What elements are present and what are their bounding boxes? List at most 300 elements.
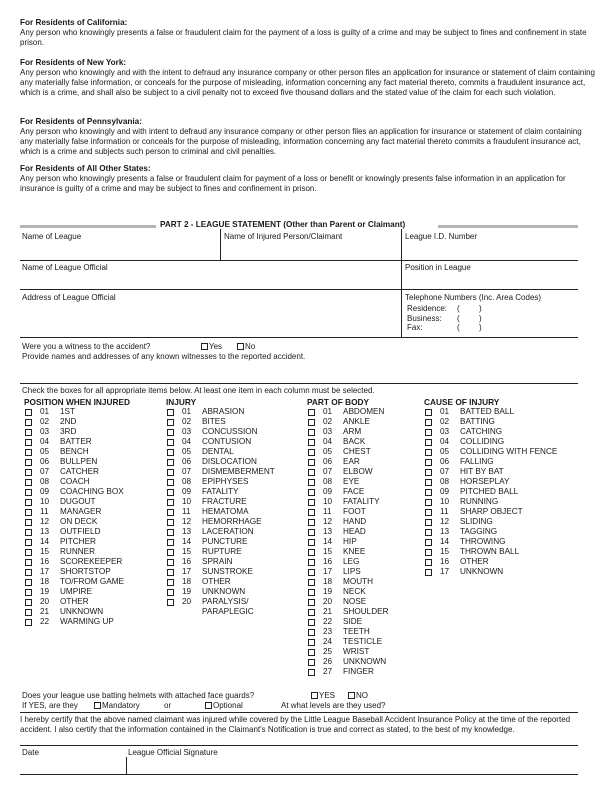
checklist-item[interactable] (166, 457, 257, 467)
item-label: LIPS (343, 567, 361, 576)
checklist-item[interactable] (24, 607, 130, 617)
item-label: SHOULDER (343, 607, 389, 616)
checkbox[interactable] (167, 509, 174, 516)
checklist-item[interactable] (307, 667, 374, 677)
telephone-numbers-heading: Telephone Numbers (Inc. Area Codes) (405, 293, 542, 302)
helmet-no-option[interactable] (348, 691, 368, 701)
item-label: OTHER (202, 577, 231, 586)
item-code: 05 (440, 447, 450, 456)
checklist-item[interactable] (424, 467, 504, 477)
checklist-item[interactable] (24, 477, 130, 487)
checkbox[interactable] (308, 509, 315, 516)
checkbox[interactable] (308, 479, 315, 486)
checkbox[interactable] (308, 539, 315, 546)
checkbox[interactable] (311, 692, 318, 699)
checkbox[interactable] (25, 429, 32, 436)
checklist-item[interactable] (307, 517, 369, 527)
checklist-item[interactable] (307, 607, 389, 617)
checkbox[interactable] (308, 499, 315, 506)
checklist-item[interactable] (424, 527, 499, 537)
item-code: 17 (323, 567, 333, 576)
checkbox[interactable] (167, 519, 174, 526)
checklist-item[interactable] (307, 587, 369, 597)
checkbox[interactable] (308, 599, 315, 606)
item-code: 06 (182, 457, 192, 466)
checkbox[interactable] (425, 519, 432, 526)
checkbox[interactable] (425, 549, 432, 556)
fax-label: Fax: (407, 323, 423, 332)
checklist-item[interactable] (424, 517, 499, 527)
helmet-levels-label: At what levels are they used? (281, 701, 386, 710)
checkbox[interactable] (425, 449, 432, 456)
notice-title: For Residents of All Other States: (20, 164, 151, 173)
item-label: BATTED BALL (460, 407, 514, 416)
checklist-item[interactable] (24, 427, 130, 437)
checklist-item[interactable] (424, 447, 558, 457)
item-code: 11 (323, 507, 332, 516)
checklist-item[interactable] (24, 527, 130, 537)
name-of-league-field[interactable] (22, 232, 218, 260)
checklist-item[interactable] (166, 587, 246, 597)
checkbox[interactable] (308, 429, 315, 436)
checklist-item[interactable] (166, 437, 252, 447)
witness-names-field[interactable] (20, 362, 578, 382)
injured-person-label: Name of Injured Person/Claimant (224, 232, 343, 241)
helmet-levels-field[interactable] (281, 701, 571, 711)
item-label: ARM (343, 427, 362, 436)
checklist-item[interactable] (424, 537, 506, 547)
item-label: HORSEPLAY (460, 477, 510, 486)
checkbox[interactable] (25, 419, 32, 426)
checkbox[interactable] (25, 459, 32, 466)
checklist-item[interactable] (307, 617, 369, 627)
checklist-item[interactable] (166, 417, 226, 427)
checkbox[interactable] (25, 409, 32, 416)
checklist-item[interactable] (424, 557, 499, 567)
item-label: TO/FROM GAME (60, 577, 124, 586)
checklist-item[interactable] (166, 577, 231, 587)
checklist-item[interactable] (166, 427, 258, 437)
checkbox[interactable] (308, 439, 315, 446)
item-label: SCOREKEEPER (60, 557, 123, 566)
checkbox[interactable] (425, 499, 432, 506)
checkbox[interactable] (25, 559, 32, 566)
checklist-item[interactable] (24, 567, 130, 577)
checklist-item[interactable] (424, 417, 499, 427)
item-code: 05 (40, 447, 50, 456)
checkbox[interactable] (425, 459, 432, 466)
checklist-item[interactable] (424, 487, 519, 497)
checklist-item[interactable] (307, 437, 369, 447)
item-code: 16 (40, 557, 50, 566)
checkbox[interactable] (25, 579, 32, 586)
checkbox[interactable] (308, 469, 315, 476)
checklist-item[interactable] (307, 407, 385, 417)
item-code: 13 (440, 527, 450, 536)
checkbox[interactable] (167, 599, 174, 606)
item-code: 14 (182, 537, 192, 546)
item-label: THROWING (460, 537, 506, 546)
checkbox[interactable] (425, 469, 432, 476)
column-heading: CAUSE OF INJURY (424, 397, 500, 407)
item-label: UMPIRE (60, 587, 92, 596)
checkbox[interactable] (167, 429, 174, 436)
checkbox[interactable] (308, 619, 315, 626)
item-code: 01 (440, 407, 450, 416)
league-id-field[interactable] (405, 232, 575, 260)
checkbox[interactable] (25, 509, 32, 516)
checklist-item[interactable] (307, 447, 369, 457)
item-code: 11 (440, 507, 449, 516)
item-code: 14 (440, 537, 450, 546)
item-label: BITES (202, 417, 226, 426)
witness-instruction: Provide names and addresses of any known witnesses to the reported accident. (22, 352, 306, 361)
checkbox[interactable] (308, 579, 315, 586)
item-label: FACE (343, 487, 365, 496)
checkbox[interactable] (308, 639, 315, 646)
witness-yes-option[interactable] (201, 342, 222, 352)
helmet-optional-label: Optional (213, 701, 243, 710)
checkbox[interactable] (167, 499, 174, 506)
checklist-item[interactable] (24, 597, 130, 607)
item-label: HEMORRHAGE (202, 517, 262, 526)
checkbox[interactable] (425, 419, 432, 426)
checklist-item[interactable] (24, 517, 130, 527)
item-label: UNKNOWN (202, 587, 246, 596)
checkbox[interactable] (25, 609, 32, 616)
item-code: 10 (323, 497, 333, 506)
paren-close: ) (479, 323, 482, 332)
position-when-injured-column (24, 397, 130, 627)
field-divider (220, 229, 221, 260)
checkbox[interactable] (308, 449, 315, 456)
checkbox[interactable] (167, 439, 174, 446)
checkbox[interactable] (167, 489, 174, 496)
checklist-item[interactable] (307, 507, 369, 517)
checkbox[interactable] (94, 702, 101, 709)
checklist-item[interactable] (24, 587, 130, 597)
item-label: DISMEMBERMENT (202, 467, 275, 476)
item-label: DISLOCATION (202, 457, 257, 466)
league-official-name-field[interactable] (22, 263, 398, 289)
checklist-item[interactable] (307, 477, 369, 487)
checkbox[interactable] (25, 439, 32, 446)
checklist-item[interactable] (307, 487, 369, 497)
checkbox[interactable] (167, 419, 174, 426)
checkbox[interactable] (167, 549, 174, 556)
helmet-yes-label: YES (319, 691, 336, 700)
checkbox[interactable] (308, 569, 315, 576)
checklist-item[interactable] (307, 537, 369, 547)
checkbox[interactable] (25, 539, 32, 546)
item-label: HEMATOMA (202, 507, 249, 516)
checkbox[interactable] (425, 439, 432, 446)
item-label: BATTING (460, 417, 495, 426)
checklist-item[interactable] (24, 447, 130, 457)
checkbox[interactable] (167, 539, 174, 546)
checklist-item[interactable] (424, 427, 503, 437)
item-label: UNKNOWN (460, 567, 504, 576)
checkbox[interactable] (25, 469, 32, 476)
checkbox[interactable] (201, 343, 208, 350)
checkbox[interactable] (167, 449, 174, 456)
item-label: BACK (343, 437, 366, 446)
item-code: 17 (440, 567, 450, 576)
checkbox[interactable] (308, 609, 315, 616)
injured-person-field[interactable] (224, 232, 398, 260)
checkbox[interactable] (308, 529, 315, 536)
checkbox[interactable] (167, 569, 174, 576)
fax-phone-field[interactable] (407, 323, 577, 333)
item-code: 07 (440, 467, 450, 476)
checkbox[interactable] (308, 409, 315, 416)
checklist-item[interactable] (307, 497, 380, 507)
checklist-item[interactable] (24, 457, 130, 467)
checkbox[interactable] (25, 489, 32, 496)
item-label: PARAPLEGIC (202, 607, 254, 616)
item-label: THROWN BALL (460, 547, 520, 556)
checklist-item[interactable] (307, 427, 369, 437)
residence-phone-field[interactable] (407, 304, 577, 314)
checklist-item[interactable] (166, 507, 249, 517)
checklist-item[interactable] (307, 417, 369, 427)
item-code: 08 (323, 477, 333, 486)
item-label: OTHER (460, 557, 489, 566)
checklist-item[interactable] (166, 517, 262, 527)
checkbox[interactable] (25, 569, 32, 576)
helmet-yes-option[interactable] (311, 691, 335, 701)
checkbox[interactable] (25, 449, 32, 456)
checkbox[interactable] (167, 559, 174, 566)
checkbox[interactable] (425, 409, 432, 416)
checklist-item[interactable] (166, 527, 254, 537)
checkbox[interactable] (425, 539, 432, 546)
section-divider-right (438, 225, 578, 228)
checkbox[interactable] (425, 559, 432, 566)
witness-no-option[interactable] (237, 342, 255, 352)
checklist-item[interactable] (24, 417, 130, 427)
checklist-item[interactable] (166, 477, 249, 487)
form-bottom-border (20, 774, 578, 775)
helmet-if-yes-label: If YES, are they (22, 701, 78, 710)
date-label: Date (22, 748, 39, 757)
checkbox[interactable] (425, 529, 432, 536)
item-label: CATCHING (460, 427, 503, 436)
checklist-item[interactable] (166, 447, 234, 457)
checklist-item[interactable] (307, 577, 374, 587)
checkbox[interactable] (308, 589, 315, 596)
business-label: Business: (407, 314, 442, 323)
checkbox[interactable] (308, 519, 315, 526)
checklist-item[interactable] (307, 637, 383, 647)
item-code: 10 (440, 497, 450, 506)
section-divider-left (20, 225, 156, 228)
checklist-item[interactable] (24, 407, 130, 417)
checklist-item[interactable] (166, 487, 239, 497)
position-in-league-field[interactable] (405, 263, 575, 289)
item-label: RUNNER (60, 547, 96, 556)
certification-statement: I hereby certify that the above named claimant was injured while covered by the Little League Baseball Accident Insurance Policy at the time of the reported accident. I also certify that the information contained in the Claimant's Notification is true and correct as stated, to the best of my knowledge. (20, 715, 571, 734)
paren-open: ( (457, 323, 460, 332)
checkbox[interactable] (167, 579, 174, 586)
signature-label: League Official Signature (128, 748, 218, 757)
checkbox[interactable] (308, 669, 315, 676)
checklist-item[interactable] (24, 547, 130, 557)
checklist-item[interactable] (307, 647, 369, 657)
item-code: 15 (182, 547, 192, 556)
checklist-item[interactable] (166, 547, 242, 557)
checklist-item[interactable] (424, 547, 520, 557)
checkbox[interactable] (25, 589, 32, 596)
notice-pennsylvania (20, 117, 595, 156)
checkbox[interactable] (308, 649, 315, 656)
checklist-item[interactable] (424, 457, 499, 467)
item-code: 04 (323, 437, 333, 446)
item-code: 04 (440, 437, 450, 446)
checklist-item[interactable] (307, 657, 387, 667)
item-code: 01 (182, 407, 192, 416)
item-code: 02 (182, 417, 192, 426)
checkbox[interactable] (25, 619, 32, 626)
item-code: 13 (182, 527, 192, 536)
item-label: EPIPHYSES (202, 477, 249, 486)
name-of-league-label: Name of League (22, 232, 82, 241)
checkbox[interactable] (425, 479, 432, 486)
checkbox[interactable] (425, 429, 432, 436)
item-label: RUPTURE (202, 547, 242, 556)
checklist-item[interactable] (166, 467, 275, 477)
checkbox[interactable] (25, 549, 32, 556)
checklist-item[interactable] (24, 487, 130, 497)
item-label: BATTER (60, 437, 92, 446)
checklist-item[interactable] (307, 547, 369, 557)
checkbox[interactable] (425, 489, 432, 496)
row-divider (20, 289, 578, 290)
helmet-mandatory-option[interactable] (94, 701, 140, 711)
checklist-item[interactable] (307, 567, 369, 577)
checkbox[interactable] (425, 509, 432, 516)
item-label: UNKNOWN (60, 607, 104, 616)
checklist-item[interactable] (307, 527, 369, 537)
item-label: FINGER (343, 667, 374, 676)
field-divider (401, 229, 402, 337)
checklist-item[interactable] (24, 497, 130, 507)
checklist-item[interactable] (166, 407, 245, 417)
checkbox[interactable] (308, 549, 315, 556)
checklist-item[interactable] (24, 557, 130, 567)
checkbox[interactable] (167, 469, 174, 476)
item-label: CONTUSION (202, 437, 252, 446)
checklist-item[interactable] (24, 577, 130, 587)
item-code: 20 (40, 597, 50, 606)
item-label: FALLING (460, 457, 494, 466)
item-code: 23 (323, 627, 333, 636)
checkbox[interactable] (167, 589, 174, 596)
item-label: MOUTH (343, 577, 374, 586)
signature-field[interactable] (128, 748, 576, 774)
date-field[interactable] (22, 748, 122, 774)
checklist-item[interactable] (24, 467, 130, 477)
item-label: TESTICLE (343, 637, 383, 646)
checkbox[interactable] (25, 479, 32, 486)
checklist-item[interactable] (424, 407, 514, 417)
checkbox[interactable] (308, 659, 315, 666)
item-label: CATCHER (60, 467, 99, 476)
item-code: 15 (323, 547, 333, 556)
checklist-item[interactable] (166, 557, 233, 567)
checklist-item[interactable] (24, 507, 130, 517)
checkbox[interactable] (308, 489, 315, 496)
row-divider (20, 383, 578, 384)
checklist-item[interactable] (24, 437, 130, 447)
checklist-item[interactable] (307, 457, 369, 467)
checkbox[interactable] (167, 529, 174, 536)
checkbox[interactable] (425, 569, 432, 576)
item-label: COACH (60, 477, 90, 486)
item-label: SPRAIN (202, 557, 233, 566)
item-code: 02 (40, 417, 50, 426)
checklist-item[interactable] (424, 507, 523, 517)
checklist-item[interactable] (424, 437, 505, 447)
witness-question: Were you a witness to the accident? (22, 342, 151, 351)
checklist-item[interactable] (424, 477, 510, 487)
item-label: SHARP OBJECT (460, 507, 523, 516)
checkbox[interactable] (308, 419, 315, 426)
field-divider (126, 757, 127, 774)
checklist-item[interactable] (307, 467, 373, 477)
checklist-item[interactable] (307, 597, 369, 607)
notice-body: Any person who knowingly presents a false or fraudulent claim for the payment of a loss is guilty of a crime and may be subject to fines and confinement in state prison. (20, 28, 587, 47)
checklist-item[interactable] (424, 567, 504, 577)
checkbox[interactable] (25, 529, 32, 536)
checkbox[interactable] (167, 409, 174, 416)
league-official-address-field[interactable] (22, 293, 398, 337)
item-code: 21 (323, 607, 333, 616)
checklist-item[interactable] (166, 597, 249, 607)
checklist-item[interactable] (166, 567, 253, 577)
checkbox[interactable] (348, 692, 355, 699)
checkbox[interactable] (167, 459, 174, 466)
checklist-item[interactable] (166, 537, 248, 547)
checklist-item[interactable] (307, 627, 369, 637)
checklist-item[interactable] (424, 497, 499, 507)
item-label: HAND (343, 517, 367, 526)
checkbox[interactable] (25, 499, 32, 506)
checklist-item[interactable] (24, 617, 130, 627)
item-label: OTHER (60, 597, 89, 606)
checkbox[interactable] (308, 459, 315, 466)
item-label: ANKLE (343, 417, 370, 426)
item-code: 07 (323, 467, 333, 476)
checklist-item[interactable] (24, 537, 130, 547)
item-label: RUNNING (460, 497, 499, 506)
item-code: 16 (440, 557, 450, 566)
checkbox[interactable] (205, 702, 212, 709)
notice-california (20, 18, 595, 48)
checkbox[interactable] (167, 479, 174, 486)
checklist-item[interactable] (307, 557, 369, 567)
checkbox[interactable] (308, 559, 315, 566)
checkbox[interactable] (25, 519, 32, 526)
checklist-item[interactable] (166, 497, 247, 507)
checkbox[interactable] (308, 629, 315, 636)
checkbox[interactable] (25, 599, 32, 606)
item-label: PITCHED BALL (460, 487, 519, 496)
helmet-optional-option[interactable] (205, 701, 243, 711)
paren-open: ( (457, 304, 460, 313)
item-code: 10 (40, 497, 50, 506)
checkbox[interactable] (237, 343, 244, 350)
